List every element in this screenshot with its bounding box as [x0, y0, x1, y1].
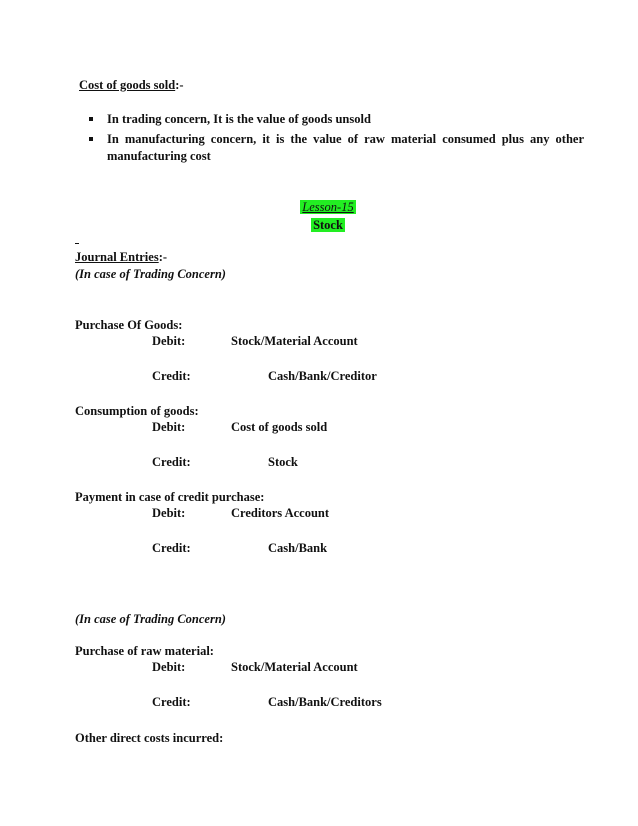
list-item	[89, 111, 584, 128]
lesson-subtitle-line	[0, 218, 638, 233]
second-note: (In case of Trading Concern)	[75, 612, 226, 626]
credit-label: Credit:	[152, 695, 191, 709]
debit-label: Debit:	[152, 506, 186, 520]
entry-title: Consumption of goods:	[75, 404, 199, 418]
credit-label: Credit:	[152, 541, 191, 555]
debit-label: Debit:	[152, 334, 186, 348]
entry-title: Purchase of raw material:	[75, 644, 214, 658]
debit-value: Stock/Material Account	[231, 660, 358, 674]
bullet-text: In manufacturing concern, it is the value of raw material consumed plus any other manufacturing cost	[107, 132, 584, 163]
square-bullet-icon	[89, 137, 93, 141]
list-item	[89, 131, 584, 165]
entry-title: Other direct costs incurred:	[75, 731, 224, 745]
cogs-heading-text: Cost of goods sold	[79, 78, 176, 92]
journal-heading-text: Journal Entries	[75, 250, 159, 264]
journal-heading-suffix: :-	[158, 250, 168, 264]
credit-label: Credit:	[152, 369, 191, 383]
credit-label: Credit:	[152, 455, 191, 469]
bullet-text: In trading concern, It is the value of goods unsold	[107, 112, 371, 126]
lesson-subtitle: Stock	[313, 218, 343, 232]
trading-note: (In case of Trading Concern)	[75, 267, 226, 281]
credit-value: Cash/Bank	[268, 541, 328, 555]
entry-title: Payment in case of credit purchase:	[75, 490, 265, 504]
divider-mark	[75, 243, 79, 244]
cogs-bullet-list	[89, 111, 584, 168]
lesson-title-line	[0, 200, 638, 215]
debit-value: Creditors Account	[231, 506, 330, 520]
cogs-heading	[79, 78, 184, 93]
entry-title: Purchase Of Goods:	[75, 318, 183, 332]
debit-label: Debit:	[152, 660, 186, 674]
cogs-heading-suffix: :-	[175, 78, 184, 92]
debit-value: Stock/Material Account	[231, 334, 358, 348]
debit-value: Cost of goods sold	[231, 420, 328, 434]
lesson-title: Lesson-15	[302, 200, 354, 214]
debit-label: Debit:	[152, 420, 186, 434]
credit-value: Stock	[268, 455, 298, 469]
credit-value: Cash/Bank/Creditor	[268, 369, 377, 383]
journal-heading	[75, 250, 167, 265]
credit-value: Cash/Bank/Creditors	[268, 695, 382, 709]
square-bullet-icon	[89, 117, 93, 121]
